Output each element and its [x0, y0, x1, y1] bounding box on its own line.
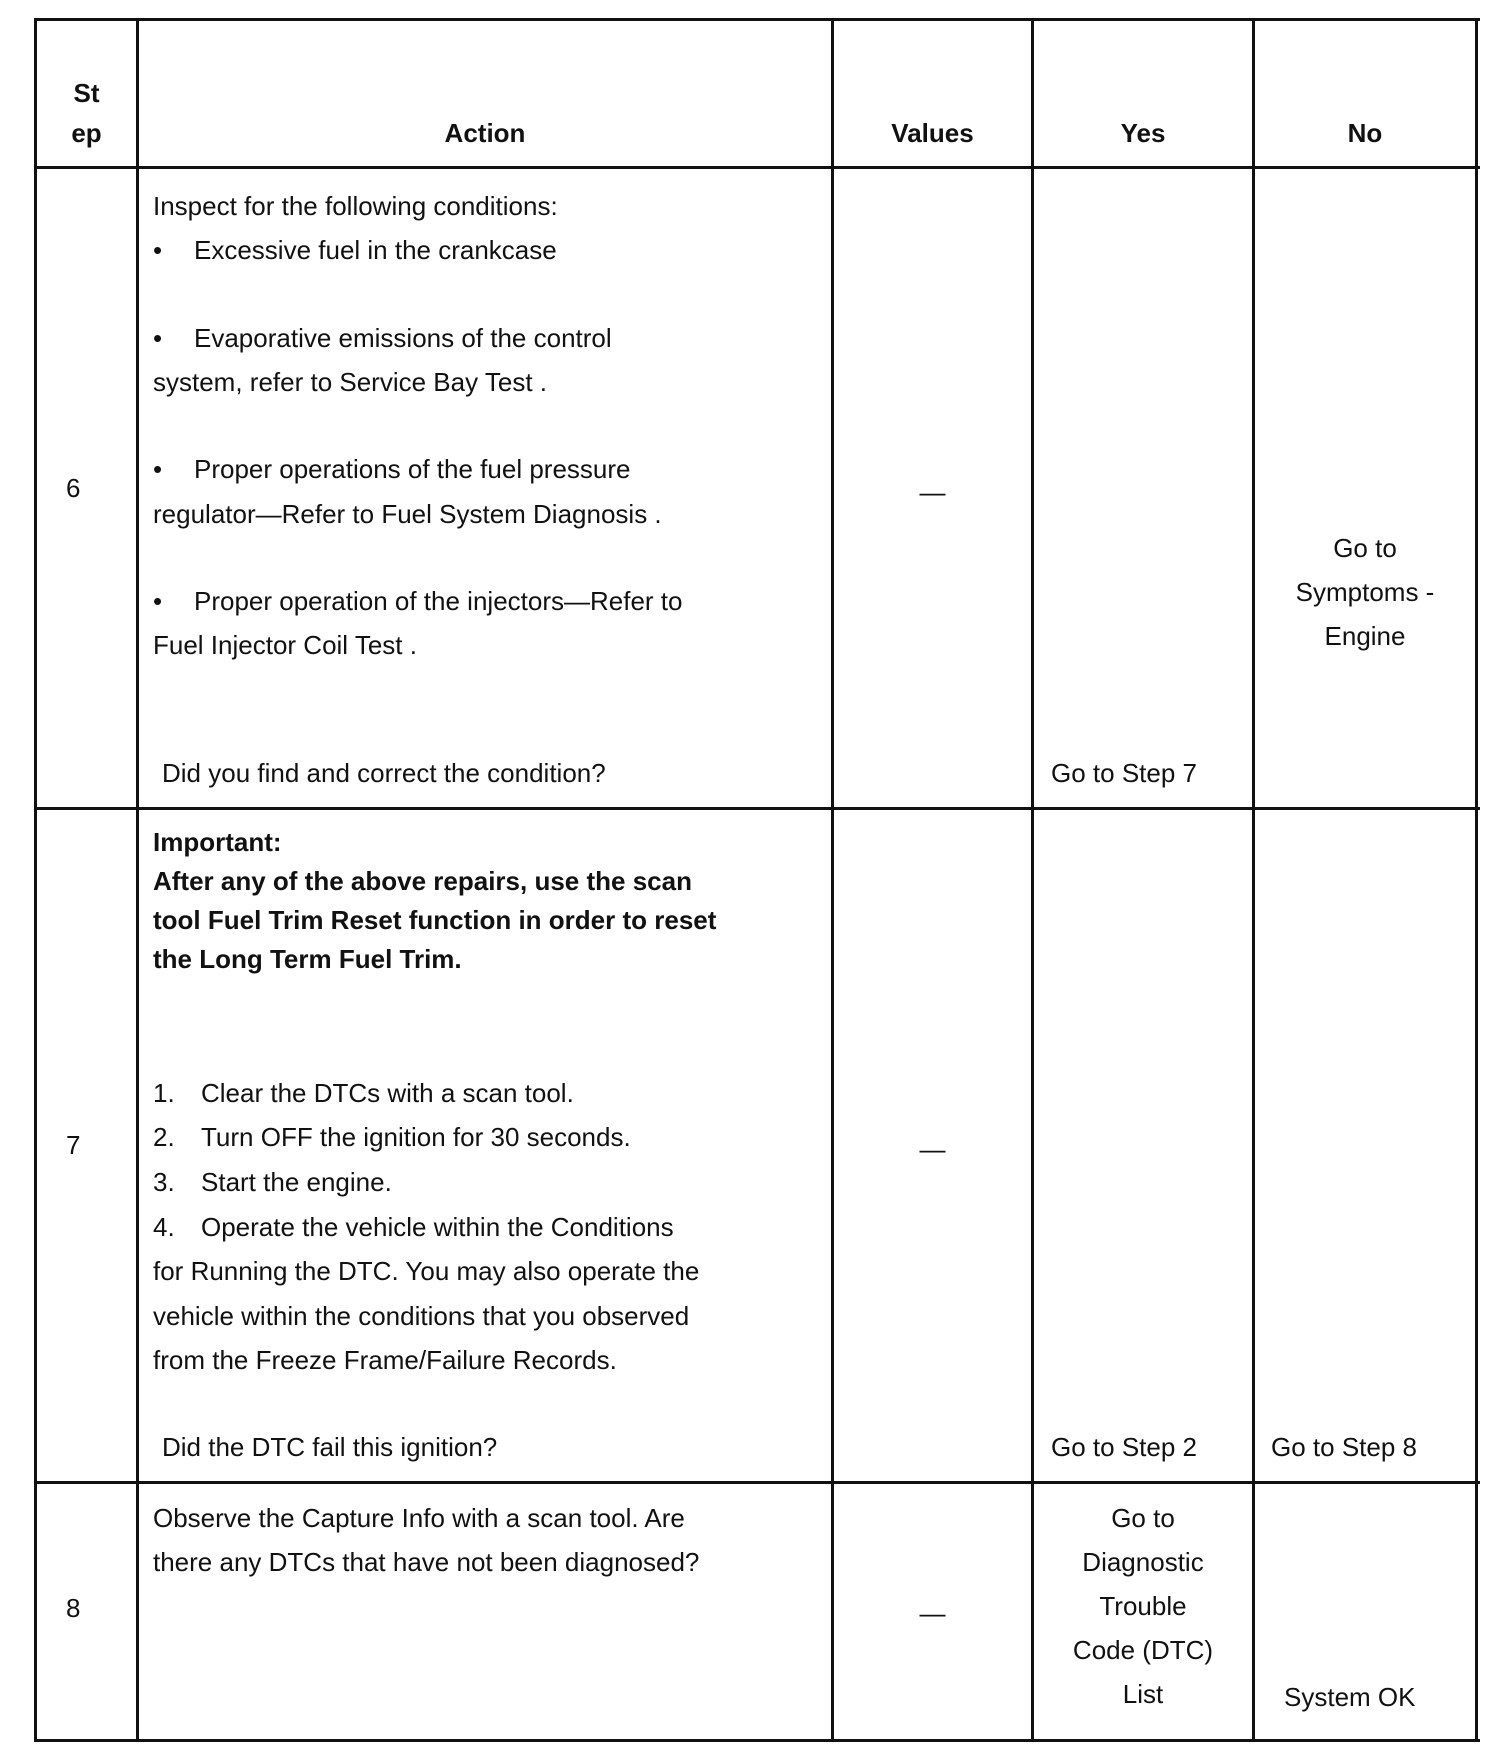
header-yes: Yes [1120, 118, 1166, 148]
grid-line [34, 807, 1480, 810]
action-question: Did the DTC fail this ignition? [162, 1432, 498, 1462]
bullet-continuation: regulator—Refer to Fuel System Diagnosis . [153, 499, 662, 529]
list-text: Start the engine. [201, 1167, 392, 1197]
yes-cell-line: Go to [1111, 1503, 1175, 1533]
list-item [153, 1071, 574, 1115]
list-continuation: for Running the DTC. You may also operate the [153, 1256, 700, 1286]
important-note [153, 823, 716, 979]
yes-cell: Go to Step 2 [1051, 1432, 1197, 1462]
yes-cell-line: Trouble [1099, 1591, 1187, 1621]
step-number: 6 [66, 473, 81, 503]
yes-cell-line: Code (DTC) [1072, 1635, 1214, 1665]
list-item [153, 316, 612, 360]
action-line: Observe the Capture Info with a scan tool. Are [153, 1503, 685, 1533]
grid-line [34, 1739, 1480, 1742]
bullet-text: Evaporative emissions of the control [194, 323, 612, 353]
no-cell [1255, 526, 1475, 658]
bullet-text: Proper operations of the fuel pressure [194, 454, 631, 484]
grid-line [34, 1481, 1480, 1484]
list-item [153, 1115, 631, 1159]
bullet-marker: • [153, 235, 163, 265]
bullet-continuation: Fuel Injector Coil Test . [153, 630, 417, 660]
yes-cell-line: List [1122, 1679, 1164, 1709]
bullet-text: Proper operation of the injectors—Refer to [194, 586, 683, 616]
action-line: there any DTCs that have not been diagnosed? [153, 1547, 700, 1577]
header-no: No [1347, 118, 1383, 148]
list-text: Clear the DTCs with a scan tool. [201, 1078, 574, 1108]
yes-cell: Go to Step 7 [1051, 758, 1197, 788]
diagnostic-table [34, 18, 1480, 1742]
list-text: Operate the vehicle within the Conditions [201, 1212, 674, 1242]
bullet-continuation: system, refer to Service Bay Test . [153, 367, 547, 397]
list-number: 1. [153, 1078, 175, 1108]
important-line: the Long Term Fuel Trim. [153, 944, 462, 974]
values-cell: — [919, 477, 946, 507]
step-number: 8 [66, 1593, 81, 1623]
grid-line [34, 18, 1480, 21]
no-cell-line: Engine [1324, 621, 1406, 651]
yes-cell-line: Diagnostic [1082, 1547, 1204, 1577]
list-continuation: from the Freeze Frame/Failure Records. [153, 1345, 617, 1375]
grid-line [34, 166, 1480, 169]
list-item [153, 228, 557, 272]
no-cell: Go to Step 8 [1271, 1432, 1417, 1462]
header-values: Values [891, 118, 974, 148]
action-intro: Inspect for the following conditions: [153, 191, 558, 221]
important-line: After any of the above repairs, use the scan [153, 866, 692, 896]
important-line: Important: [153, 827, 282, 857]
values-cell: — [919, 1134, 946, 1164]
values-cell: — [919, 1598, 946, 1628]
header-step-line: St [73, 78, 100, 108]
header-action: Action [444, 118, 526, 148]
list-item [153, 1160, 392, 1204]
list-item [153, 579, 682, 623]
list-number: 2. [153, 1122, 175, 1152]
list-number: 3. [153, 1167, 175, 1197]
list-continuation: vehicle within the conditions that you observed [153, 1301, 690, 1331]
header-step-line: ep [71, 118, 102, 148]
action-question: Did you find and correct the condition? [162, 758, 606, 788]
action-text [153, 1496, 699, 1584]
list-item [153, 1205, 674, 1249]
bullet-text: Excessive fuel in the crankcase [194, 235, 557, 265]
bullet-marker: • [153, 586, 163, 616]
list-number: 4. [153, 1212, 175, 1242]
important-line: tool Fuel Trim Reset function in order to reset [153, 905, 717, 935]
no-cell: System OK [1284, 1682, 1416, 1712]
header-step [37, 73, 136, 153]
no-cell-line: Symptoms - [1295, 577, 1435, 607]
yes-cell [1034, 1496, 1252, 1716]
bullet-marker: • [153, 454, 163, 484]
list-item [153, 447, 630, 491]
no-cell-line: Go to [1333, 533, 1397, 563]
bullet-marker: • [153, 323, 163, 353]
list-text: Turn OFF the ignition for 30 seconds. [201, 1122, 631, 1152]
step-number: 7 [66, 1130, 81, 1160]
